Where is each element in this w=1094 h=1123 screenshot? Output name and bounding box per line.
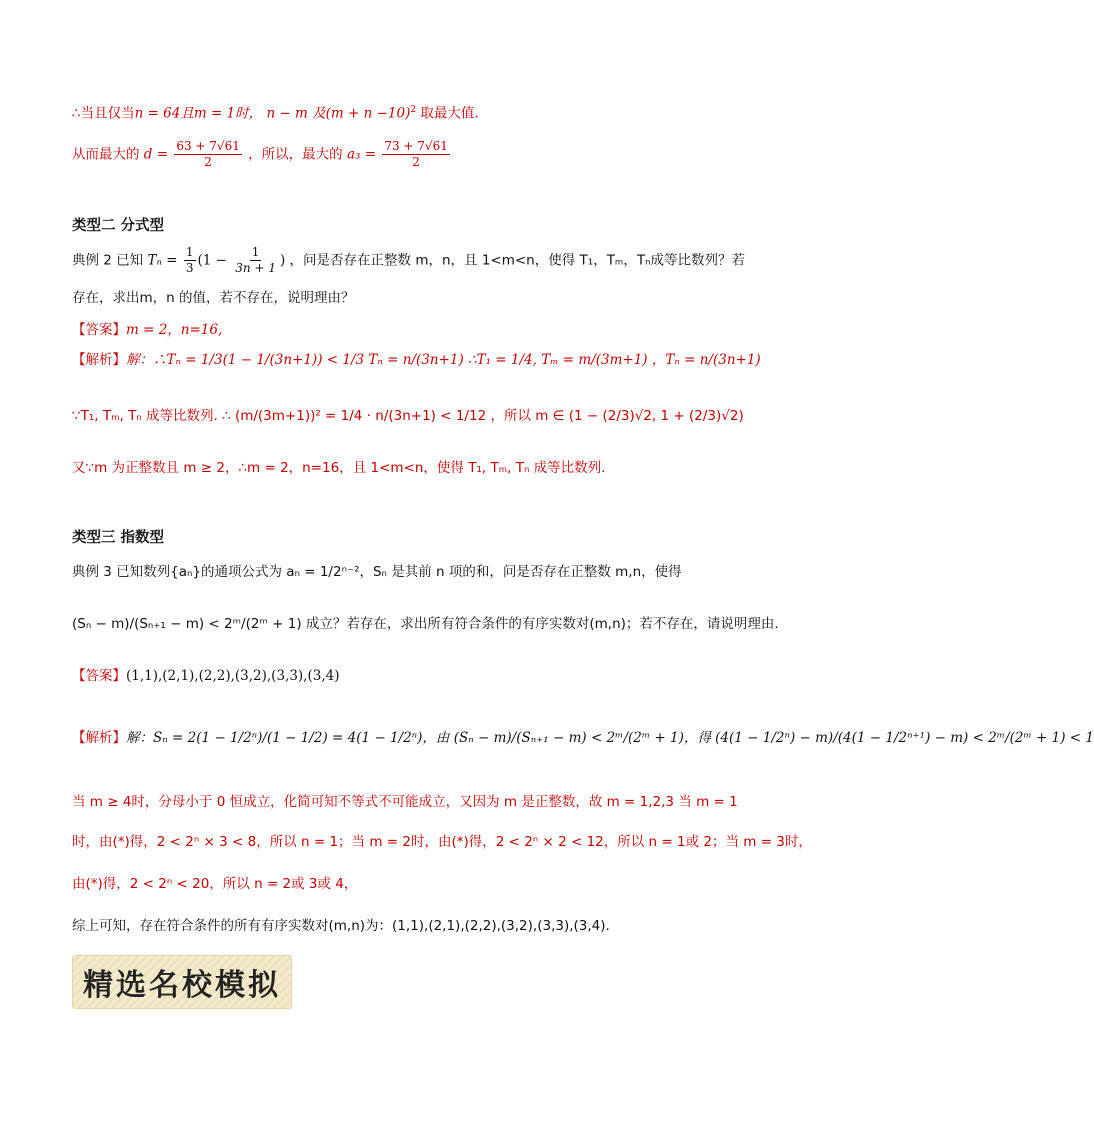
a3-fraction: $\frac{73 + 7√61}{2}$	[384, 139, 448, 170]
condition: n = 64且m = 1时，	[134, 105, 263, 122]
section-title-2: 类型二 分式型	[72, 218, 165, 234]
conclusion-line-1: ∴当且仅当n = 64且m = 1时， n − m 及$(m + n -10)^2$ 取最大值.	[72, 105, 479, 122]
section-banner	[72, 955, 292, 1009]
expression: n − m 及(m + n −10)	[266, 105, 411, 122]
suffix: 取最大值.	[420, 105, 479, 122]
prefix: ∴当且仅当	[72, 105, 135, 122]
analysis-3-line-1: 【解析】解：Sₙ = 2(1 − 1/2ⁿ)/(1 − 1/2) = 4(1 − 1/2ⁿ)，由 (Sₙ − m)/(Sₙ₊₁ − m) < 2ᵐ/(2ᵐ + 1)，得 (4(1 − 1/2ⁿ) − m)/(4(1 − 1/2ⁿ⁺¹) − m) < 2ᵐ/(2ᵐ + 1) < 1	[72, 730, 1094, 746]
section-title-3: 类型三 指数型	[72, 530, 165, 546]
analysis-3-line-2: 当 m ≥ 4时，分母小于 0 恒成立，化简可知不等式不可能成立，又因为 m 是正整数，故 m = 1,2,3 当 m = 1	[72, 794, 738, 810]
conclusion-line-2: 从而最大的 d = $\frac{63 + 7√61}{2}$ ，所以，最大的 a₃ = $\frac{73 + 7√61}{2}$	[72, 139, 448, 170]
example-3-line-1: 典例 3 已知数列{aₙ}的通项公式为 aₙ = 1/2ⁿ⁻²，Sₙ 是其前 n 项的和，问是否存在正整数 m,n，使得	[72, 564, 682, 580]
analysis-3-line-3: 时，由(*)得，2 < 2ⁿ × 3 < 8，所以 n = 1；当 m = 2时，由(*)得，2 < 2ⁿ × 2 < 12，所以 n = 1或 2；当 m = 3时，	[72, 834, 812, 850]
analysis-3-line-5: 综上可知，存在符合条件的所有有序实数对(m,n)为：(1,1),(2,1),(2,2),(3,2),(3,3),(3,4).	[72, 918, 610, 934]
example-3-line-2: (Sₙ − m)/(Sₙ₊₁ − m) < 2ᵐ/(2ᵐ + 1) 成立？若存在，求出所有符合条件的有序实数对(m,n)；若不存在，请说明理由.	[72, 616, 779, 632]
answer-2: 【答案】m = 2，n=16,	[72, 322, 223, 338]
analysis-2-line-3: 又∵m 为正整数且 m ≥ 2，∴m = 2，n=16，且 1<m<n，使得 T₁, Tₘ, Tₙ 成等比数列.	[72, 460, 606, 476]
answer-3: 【答案】(1,1),(2,1),(2,2),(3,2),(3,3),(3,4)	[72, 668, 340, 684]
example-2-line-1: 典例 2 已知 Tₙ = $\frac{1}{3}$ (1 − $\frac{1}{3n + 1}$ ) ，问是否存在正整数 m，n，且 1<m<n，使得 T₁，Tₘ，Tₙ成等比数列？若	[72, 245, 745, 276]
analysis-3-line-4: 由(*)得，2 < 2ⁿ < 20，所以 n = 2或 3或 4，	[72, 876, 358, 892]
analysis-2-line-1: 【解析】解：∴Tₙ = 1/3(1 − 1/(3n+1)) < 1/3 Tₙ = n/(3n+1) ∴T₁ = 1/4, Tₘ = m/(3m+1) ，Tₙ = n/(3n+1)	[72, 352, 761, 368]
d-fraction: $\frac{63 + 7√61}{2}$	[176, 139, 240, 170]
example-2-line-2: 存在，求出m，n 的值，若不存在，说明理由？	[72, 290, 355, 306]
analysis-2-line-2: ∵T₁, Tₘ, Tₙ 成等比数列. ∴ (m/(3m+1))² = 1/4 · n/(3n+1) < 1/12 ，所以 m ∈ (1 − (2/3)√2, 1 + (2/3)√2)	[72, 408, 744, 424]
banner-title: 精选名校模拟	[83, 968, 281, 1003]
